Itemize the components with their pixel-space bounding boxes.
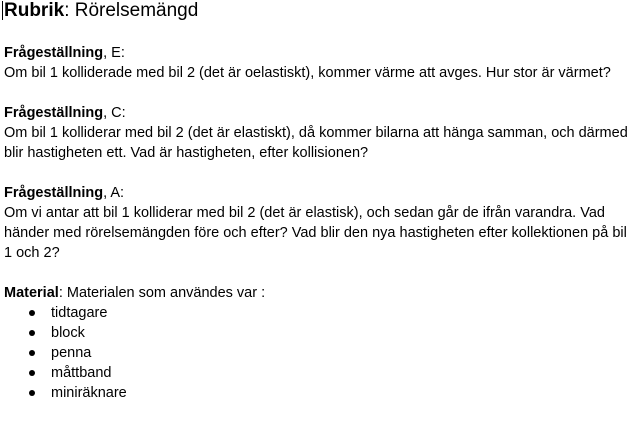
material-item-label: miniräknare (51, 385, 127, 401)
material-list (4, 303, 632, 403)
material-item-label: måttband (51, 365, 112, 381)
material-item (4, 363, 632, 383)
question-e-text: Om bil 1 kolliderade med bil 2 (det är oelastiskt), kommer värme att avges. Hur stor är värmet? (4, 65, 611, 81)
material-item (4, 383, 632, 403)
question-a-text: Om vi antar att bil 1 kolliderar med bil 2 (det är elastisk), och sedan går de ifrån varandra. Vad händer med rörelsemängden före och efter? Vad blir den nya hastigheten efter kollektionen på bil 1 och 2? (4, 205, 627, 261)
heading-title: Rörelsemängd (74, 0, 199, 21)
question-c-grade: , C: (103, 105, 126, 121)
document-page (4, 0, 632, 403)
heading-separator: : (64, 0, 75, 21)
question-c-section (4, 103, 632, 163)
question-a-label: Frågeställning (4, 185, 104, 201)
question-a-grade: , A: (103, 185, 125, 201)
material-label: Material (4, 285, 59, 301)
question-c-label-line (4, 103, 632, 123)
heading-label: Rubrik (4, 0, 65, 21)
question-a-label-line (4, 183, 632, 203)
question-c-text: Om bil 1 kolliderar med bil 2 (det är elastiskt), då kommer bilarna att hänga samman, och därmed blir hastigheten ett. Vad är hastigheten, efter kollisionen? (4, 125, 628, 161)
material-item-label: block (51, 325, 85, 341)
text-cursor (2, 1, 3, 20)
bullet-icon (29, 370, 35, 376)
bullet-icon (29, 390, 35, 396)
question-e-section (4, 43, 632, 83)
document-heading (4, 0, 632, 22)
material-item (4, 303, 632, 323)
question-a-section (4, 183, 632, 263)
question-c-label: Frågeställning (4, 105, 104, 121)
bullet-icon (29, 350, 35, 356)
material-item (4, 323, 632, 343)
material-item (4, 343, 632, 363)
bullet-icon (29, 330, 35, 336)
material-section (4, 283, 632, 403)
material-label-line (4, 283, 632, 303)
bullet-icon (29, 310, 35, 316)
material-item-label: tidtagare (51, 305, 108, 321)
question-e-grade: , E: (103, 45, 125, 61)
material-item-label: penna (51, 345, 92, 361)
question-e-label-line (4, 43, 632, 63)
material-intro: : Materialen som användes var : (58, 285, 266, 301)
question-e-label: Frågeställning (4, 45, 104, 61)
